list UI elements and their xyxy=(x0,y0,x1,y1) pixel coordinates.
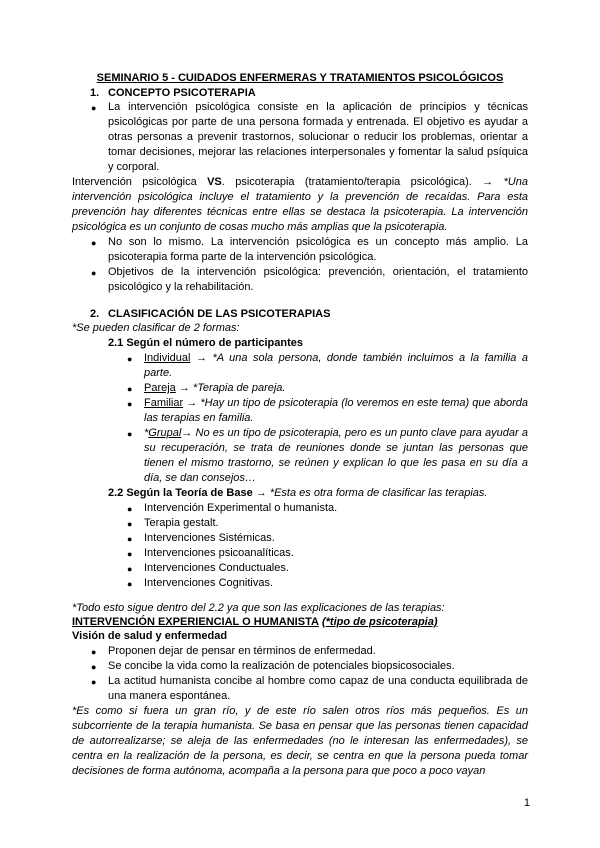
page-number: 1 xyxy=(523,797,530,809)
subsection-2-1-heading: 2.1 Según el número de participantes xyxy=(108,337,303,349)
section-1-heading: 1. CONCEPTO PSICOTERAPIA xyxy=(90,87,256,99)
participant-item-familiar: Familiar → *Hay un tipo de psicoterapia (lo veremos en este tema) que aborda las terapias en familia. xyxy=(144,397,528,424)
theory-item: Intervenciones psicoanalíticas. xyxy=(144,547,294,559)
bullet-icon: ● xyxy=(91,647,97,657)
bullet-icon: ● xyxy=(91,103,97,113)
humanist-final-paragraph: *Es como si fuera un gran río, y de este río salen otros ríos más pequeños. Es un subcorriente de la terapia humanista. Se basa en pensar que las personas tienen capacidad de autorrealizarse; se aleja de las enfermedades (no le interesan las enfermedades), se centra en la realización de la persona, es decir, se centra en que la persona pueda tomar decisiones de forma autónoma, acompaña a la persona para que poco a poco vayan xyxy=(72,705,528,777)
theory-item: Intervención Experimental o humanista. xyxy=(144,502,338,514)
bullet-icon: ● xyxy=(127,564,133,574)
theory-item: Terapia gestalt. xyxy=(144,517,219,529)
participant-item-individual: Individual → *A una sola persona, donde también incluimos a la familia a parte. xyxy=(144,352,528,379)
bullet-icon: ● xyxy=(127,354,133,364)
humanist-heading: INTERVENCIÓN EXPERIENCIAL O HUMANISTA (*tipo de psicoterapia) xyxy=(72,616,438,628)
section-2-heading: 2. CLASIFICACIÓN DE LAS PSICOTERAPIAS xyxy=(90,308,331,320)
humanist-bullet: La actitud humanista concibe al hombre como capaz de una conducta equilibrada de una manera espontánea. xyxy=(108,675,528,702)
document-title: SEMINARIO 5 - CUIDADOS ENFERMERAS Y TRATAMIENTOS PSICOLÓGICOS xyxy=(96,72,504,84)
theory-item: Intervenciones Conductuales. xyxy=(144,562,289,574)
s2-intro: *Se pueden clasificar de 2 formas: xyxy=(72,322,240,334)
s1-bullet-1: La intervención psicológica consiste en la aplicación de principios y técnicas psicológicas por parte de una persona formada y entrenada. El objetivo es ayudar a otras personas a prevenir trastornos, solucionar o reducir los problemas, orientar a tomar decisiones, mejorar las relaciones interpersonales y fomentar la salud psíquica y corporal. xyxy=(108,101,528,173)
bullet-icon: ● xyxy=(127,519,133,529)
s3-note: *Todo esto sigue dentro del 2.2 ya que son las explicaciones de las terapias: xyxy=(72,602,445,614)
bullet-icon: ● xyxy=(91,677,97,687)
vs-paragraph: Intervención psicológica VS. psicoterapia (tratamiento/terapia psicológica). → *Una intervención psicológica incluye el tratamiento y la prevención de recaídas. Para esta prevención hay diferentes técnicas entre ellas se destaca la psicoterapia. La intervención psicológica es un conjunto de cosas mucho más amplias que la psicoterapia. xyxy=(72,176,528,233)
participant-item-pareja: Pareja → *Terapia de pareja. xyxy=(144,382,286,394)
bullet-icon: ● xyxy=(127,399,133,409)
humanist-bullet: Proponen dejar de pensar en términos de enfermedad. xyxy=(108,645,376,657)
bullet-icon: ● xyxy=(127,384,133,394)
bullet-icon: ● xyxy=(91,662,97,672)
s1-bullet-2: No son lo mismo. La intervención psicológica es un concepto más amplio. La psicoterapia forma parte de la intervención psicológica. xyxy=(108,236,528,263)
bullet-icon: ● xyxy=(127,549,133,559)
theory-item: Intervenciones Cognitivas. xyxy=(144,577,274,589)
theory-item: Intervenciones Sistémicas. xyxy=(144,532,275,544)
bullet-icon: ● xyxy=(91,238,97,248)
bullet-icon: ● xyxy=(127,534,133,544)
humanist-bullet: Se concibe la vida como la realización de potenciales biopsicosociales. xyxy=(108,660,455,672)
bullet-icon: ● xyxy=(91,268,97,278)
participant-item-grupal: *Grupal→ No es un tipo de psicoterapia, pero es un punto clave para ayudar a su recuperación, se trata de reuniones donde se juntan las personas que tienen el mismo trastorno, se reúnen y explican lo que les pasa en su día a día, se dan consejos… xyxy=(144,427,528,484)
bullet-icon: ● xyxy=(127,579,133,589)
bullet-icon: ● xyxy=(127,504,133,514)
subsection-2-2-heading: 2.2 Según la Teoría de Base → *Esta es otra forma de clasificar las terapias. xyxy=(108,487,488,499)
health-vision-heading: Visión de salud y enfermedad xyxy=(72,630,228,642)
bullet-icon: ● xyxy=(127,429,133,439)
s1-bullet-3: Objetivos de la intervención psicológica: prevención, orientación, el tratamiento psicológico y la rehabilitación. xyxy=(108,266,528,293)
